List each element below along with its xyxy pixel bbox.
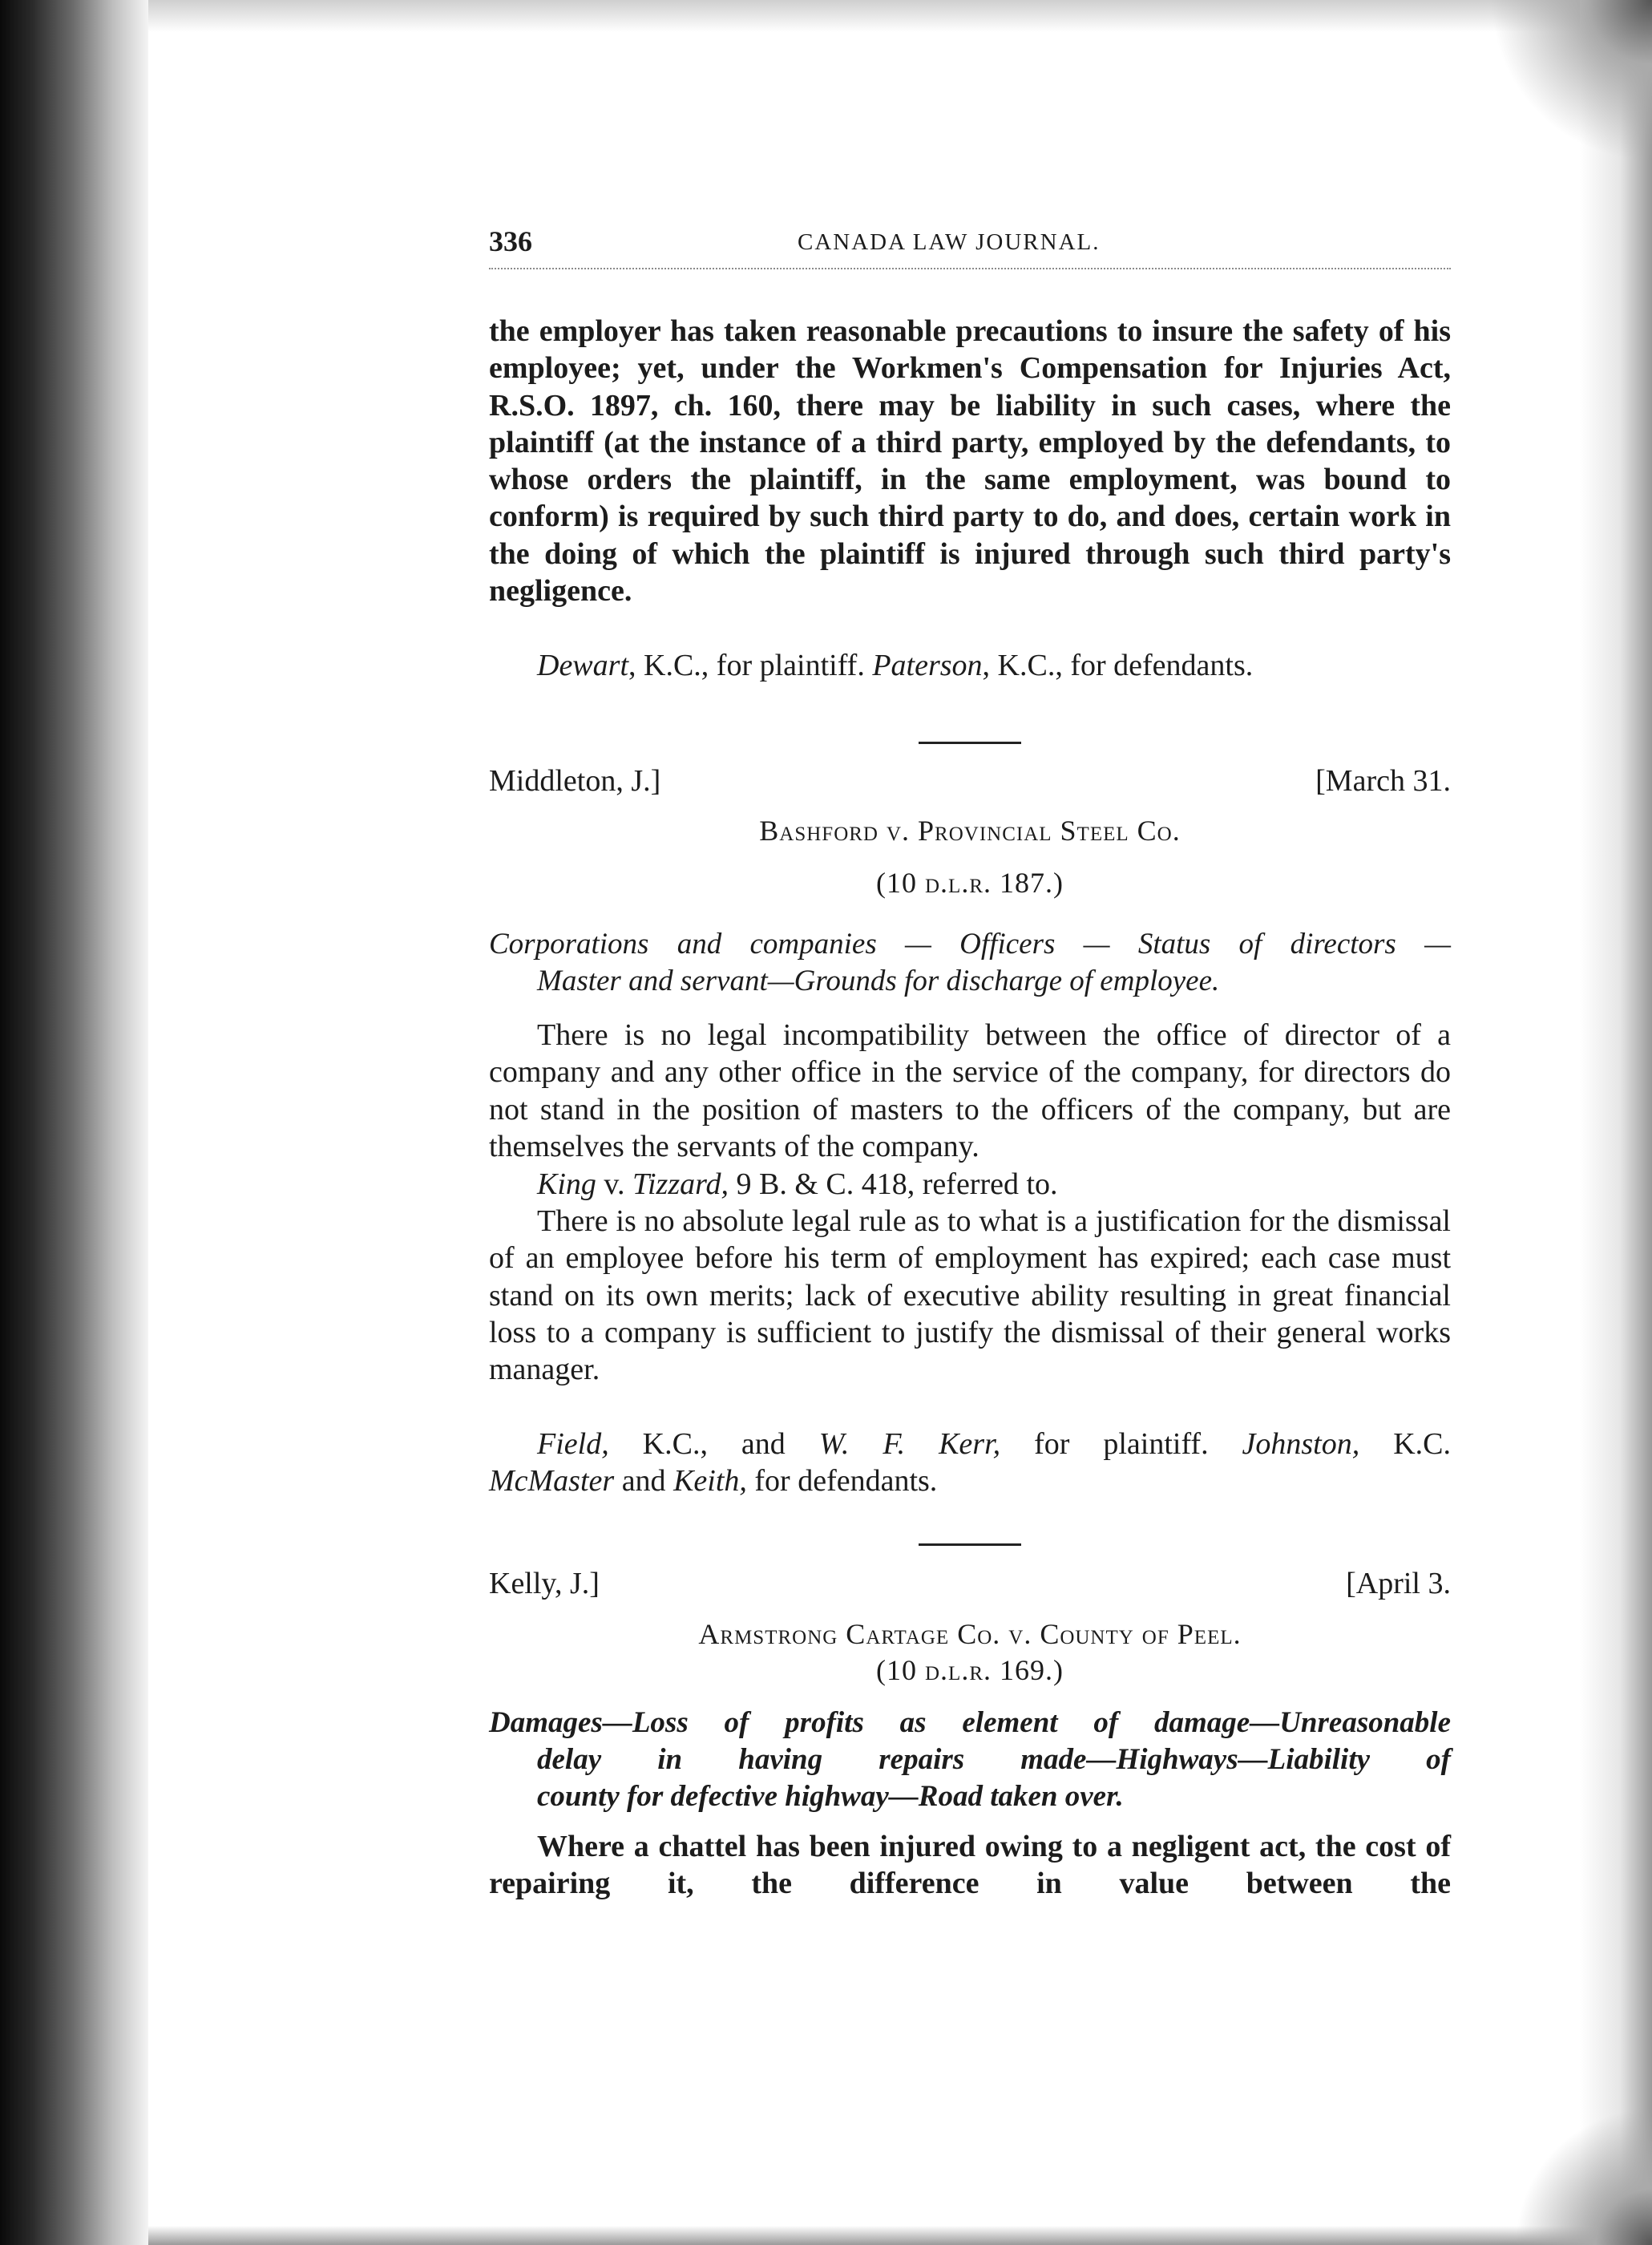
decision-date: [March 31.: [1315, 764, 1451, 798]
section-divider: [919, 742, 1021, 744]
party-name: King: [537, 1167, 596, 1201]
case-2-paragraph-1: Where a chattel has been injured owing to a negligent act, the cost of repairing it, the difference in value between the: [489, 1830, 1451, 1901]
scan-shadow-top: [148, 0, 1652, 32]
case-1-paragraph-2: There is no absolute legal rule as to what is a justification for the dismissal of an employee before his term of employment has expired; each case must stand on its own merits; lack of executive ability resulting in great financial loss to a company is sufficient to justify the dismissal of their general works manager.: [489, 1204, 1451, 1387]
catchwords-line: Damages—Loss of profits as element of damage—Unreasonable: [489, 1706, 1451, 1739]
opening-counsel: [489, 647, 1451, 684]
scan-corner-top-right: [1492, 0, 1652, 184]
counsel-line: [489, 1462, 1451, 1499]
header-rule: [489, 268, 1451, 269]
case-2-catchwords: [489, 1705, 1451, 1815]
case-1-citation: (10 d.l.r. 187.): [876, 867, 1064, 899]
case-2-citation: (10 d.l.r. 169.): [876, 1654, 1064, 1686]
case-2-title: Armstrong Cartage Co. v. County of Peel.: [698, 1618, 1242, 1650]
counsel-name: Keith,: [673, 1464, 747, 1499]
section-divider: [919, 1543, 1021, 1546]
party-name: Tizzard,: [632, 1167, 729, 1201]
versus: v.: [596, 1167, 632, 1201]
counsel-line: [489, 1426, 1451, 1462]
counsel-text: K.C., and: [608, 1427, 819, 1461]
scan-shadow-right: [1580, 0, 1652, 2245]
catchwords-line: Master and servant—Grounds for discharge of employee.: [537, 965, 1220, 997]
counsel-text: K.C.: [1359, 1427, 1451, 1461]
case-2-judge-line: [489, 1566, 1451, 1603]
judge-name: Middleton, J.]: [489, 764, 661, 798]
case-1-judge-line: [489, 763, 1451, 800]
page-number: 336: [489, 225, 532, 257]
counsel-name: Johnston,: [1242, 1427, 1360, 1461]
counsel-name: Dewart: [537, 649, 628, 682]
running-head: [489, 224, 1451, 273]
catchwords-line: county for defective highway—Road taken over.: [537, 1780, 1124, 1813]
counsel-text: , K.C., for defendants.: [982, 649, 1254, 682]
catchwords-line: delay in having repairs made—Highways—Liability of: [537, 1743, 1451, 1776]
reference-text: 9 B. & C. 418, referred to.: [729, 1167, 1058, 1201]
scan-shadow-bottom: [148, 2226, 1652, 2245]
counsel-name: Paterson: [872, 649, 983, 682]
case-1-paragraph-1: There is no legal incompatibility between the office of director of a company and any other office in the service of the company, for directors do not stand in the position of masters to the officers of the company, but are themselves the servants of the company.: [489, 1018, 1451, 1163]
counsel-text: , K.C., for plaintiff.: [628, 649, 873, 682]
case-1-title: Bashford v. Provincial Steel Co.: [759, 815, 1181, 847]
counsel-name: W. F. Kerr,: [818, 1427, 1001, 1461]
case-1-counsel: [489, 1426, 1451, 1500]
counsel-name: McMaster: [489, 1464, 615, 1499]
judge-name: Kelly, J.]: [489, 1567, 600, 1600]
catchwords-line: Corporations and companies — Officers — Status of directors —: [489, 928, 1451, 961]
scan-corner-bottom-right: [1516, 2085, 1652, 2245]
case-1-catchwords: [489, 926, 1451, 1000]
running-title: CANADA LAW JOURNAL.: [798, 229, 1101, 255]
scan-shadow-left: [0, 0, 148, 2245]
counsel-text: and: [614, 1464, 674, 1499]
decision-date: [April 3.: [1346, 1567, 1451, 1600]
case-1-reference: [489, 1166, 1451, 1203]
counsel-text: for plaintiff.: [1000, 1427, 1242, 1461]
counsel-name: Field,: [537, 1427, 609, 1461]
counsel-text: for defendants.: [746, 1464, 938, 1499]
opening-paragraph: the employer has taken reasonable precautions to insure the safety of his employee; yet, under the Workmen's Compensation for Injuries Act, R.S.O. 1897, ch. 160, there may be liability in such cases, where the plaintiff (at the instance of a third party, employed by the defendants, to whose orders the plaintiff, in the same employment, was bound to conform) is required by such third party to do, and does, certain work in the doing of which the plaintiff is injured through such third party's negligence.: [489, 314, 1451, 609]
